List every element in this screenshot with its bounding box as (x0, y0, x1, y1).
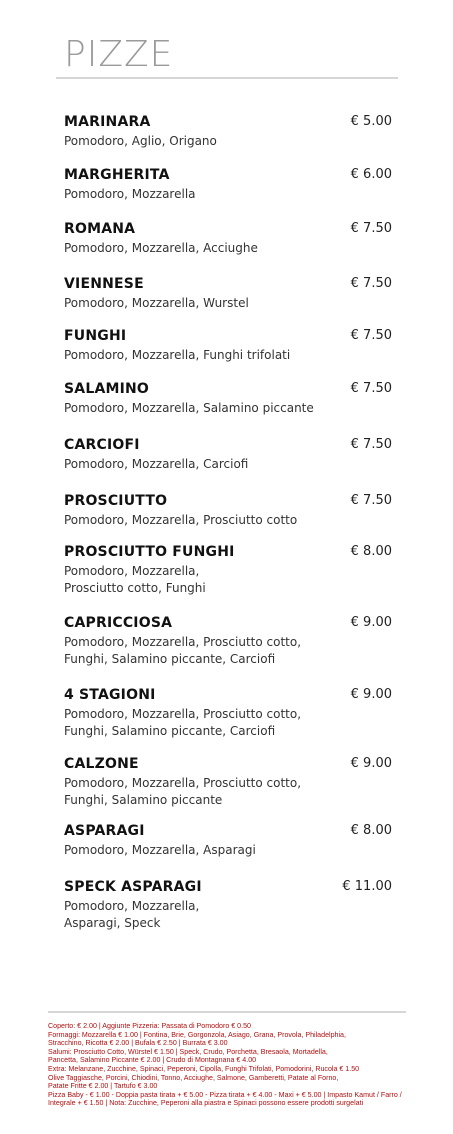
menu-item-marinara (64, 113, 392, 150)
item-price: € 7.50 (350, 493, 392, 508)
item-name: MARINARA (64, 114, 151, 130)
menu-item-prosciutto (64, 492, 392, 529)
footer-line: Extra: Melanzane, Zucchine, Spinaci, Peperoni, Cipolla, Funghi Trifolati, Pomodorini, Rucola € 1.50 (48, 1064, 360, 1073)
item-name: ROMANA (64, 221, 136, 237)
footer-line: Pancetta, Salamino Piccante € 2.00 | Crudo di Montagnana € 4.00 (48, 1056, 257, 1065)
item-description: Pomodoro, Mozzarella, Asparagi (64, 843, 256, 857)
item-description: Pomodoro, Mozzarella (64, 187, 196, 201)
item-name: FUNGHI (64, 328, 127, 344)
item-name: PROSCIUTTO FUNGHI (64, 544, 235, 560)
item-name: SALAMINO (64, 381, 150, 397)
item-name: VIENNESE (64, 276, 144, 292)
item-price: € 8.00 (350, 544, 392, 559)
item-price: € 9.00 (350, 687, 392, 702)
item-description: Pomodoro, Mozzarella, Carciofi (64, 457, 249, 471)
footer-line: Formaggi: Mozzarella € 1.00 | Fontina, Brie, Gorgonzola, Asiago, Grana, Provola, Philadelphia, (48, 1030, 346, 1039)
footer-line: Integrale + € 1.50 | Nota: Zucchine, Peperoni alla piastra e Spinaci possono essere prodotti surgelati (48, 1099, 364, 1108)
footer-line: Stracchino, Ricotta € 2.00 | Bufala € 2.50 | Burrata € 3.00 (48, 1039, 228, 1048)
item-description: Pomodoro, Mozzarella, Prosciutto cotto, Funghi, Salamino piccante (64, 776, 302, 807)
item-price: € 11.00 (342, 879, 392, 894)
item-name: ASPARAGI (64, 823, 145, 839)
footer-line: Pizza Baby - € 1.00 - Doppia pasta tirata + € 5.00 - Pizza tirata + € 4.00 - Maxi + € 5.00 | Impasto Kamut / Farro / (48, 1090, 402, 1099)
item-description: Pomodoro, Mozzarella, Asparagi, Speck (64, 899, 200, 930)
item-description: Pomodoro, Mozzarella, Funghi trifolati (64, 348, 291, 362)
menu-item-calzone (64, 755, 392, 809)
footer-divider (48, 1011, 406, 1013)
menu-item-salamino (64, 380, 392, 417)
footer-line: Patate Fritte € 2.00 | Tartufo € 3.00 (48, 1082, 158, 1091)
item-name: CALZONE (64, 756, 139, 772)
item-description: Pomodoro, Aglio, Origano (64, 134, 217, 148)
item-name: 4 STAGIONI (64, 687, 156, 703)
item-name: SPECK ASPARAGI (64, 879, 202, 895)
footer-line: Coperto: € 2.00 | Aggiunte Pizzeria: Passata di Pomodoro € 0.50 (48, 1022, 251, 1030)
item-description: Pomodoro, Mozzarella, Prosciutto cotto, Funghi, Salamino piccante, Carciofi (64, 635, 302, 666)
item-price: € 7.50 (350, 437, 392, 452)
item-price: € 8.00 (350, 823, 392, 838)
item-description: Pomodoro, Mozzarella, Salamino piccante (64, 401, 314, 415)
item-price: € 7.50 (350, 221, 392, 236)
title-divider (56, 77, 398, 79)
menu-item-viennese (64, 275, 392, 312)
menu-item-speck-asparagi (64, 878, 392, 932)
menu-item-carciofi (64, 436, 392, 473)
menu-item-asparagi (64, 822, 392, 859)
item-price: € 7.50 (350, 381, 392, 396)
item-description: Pomodoro, Mozzarella, Prosciutto cotto, Funghi, Salamino piccante, Carciofi (64, 707, 302, 738)
menu-item-funghi (64, 327, 392, 364)
menu-item-romana (64, 220, 392, 257)
item-price: € 9.00 (350, 756, 392, 771)
item-price: € 9.00 (350, 615, 392, 630)
item-price: € 6.00 (350, 167, 392, 182)
item-description: Pomodoro, Mozzarella, Prosciutto cotto (64, 513, 298, 527)
footer-line: Olive Taggiasche, Porcini, Chiodini, Tonno, Acciughe, Salmone, Gamberetti, Patate al Forno, (48, 1073, 339, 1082)
item-price: € 5.00 (350, 114, 392, 129)
item-price: € 7.50 (350, 328, 392, 343)
footer-notes (48, 1022, 408, 1108)
menu-item-4-stagioni (64, 686, 392, 740)
menu-item-margherita (64, 166, 392, 203)
item-description: Pomodoro, Mozzarella, Wurstel (64, 296, 249, 310)
item-name: PROSCIUTTO (64, 493, 168, 509)
item-price: € 7.50 (350, 276, 392, 291)
item-description: Pomodoro, Mozzarella, Prosciutto cotto, Funghi (64, 564, 206, 595)
item-description: Pomodoro, Mozzarella, Acciughe (64, 241, 258, 255)
menu-item-capricciosa (64, 614, 392, 668)
footer-line: Salumi: Prosciutto Cotto, Würstel € 1.50 | Speck, Crudo, Porchetta, Bresaola, Mortadella, (48, 1047, 328, 1056)
menu-item-prosciutto-funghi (64, 543, 392, 597)
item-name: CAPRICCIOSA (64, 615, 173, 631)
item-name: MARGHERITA (64, 167, 170, 183)
page-title: PIZZE (64, 34, 174, 75)
item-name: CARCIOFI (64, 437, 140, 453)
